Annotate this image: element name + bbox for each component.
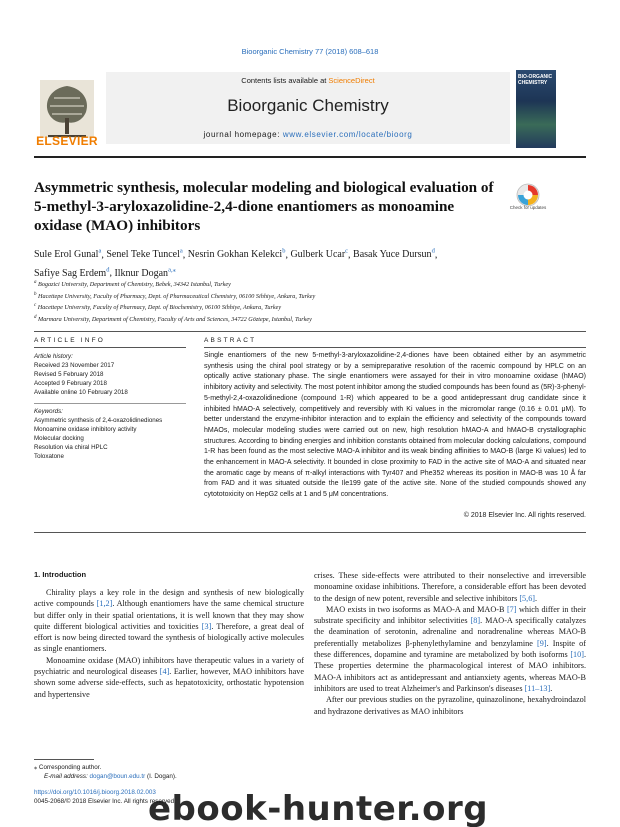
cover-title: BIO-ORGANIC CHEMISTRY bbox=[518, 74, 553, 86]
citation-link[interactable]: [9] bbox=[537, 638, 547, 648]
abstract-bottom-divider bbox=[34, 532, 586, 533]
keyword-item: Asymmetric synthesis of 2,4-oxazolidinediones bbox=[34, 416, 163, 424]
author-5[interactable]: Basak Yuce Dursun$^d$ bbox=[353, 248, 435, 261]
author-2[interactable]: Senel Teke Tuncel$^a$ bbox=[106, 248, 183, 261]
journal-masthead bbox=[106, 72, 510, 144]
author-3[interactable]: Nesrin Gokhan Kelekci$^b$ bbox=[187, 248, 286, 261]
email-link[interactable]: dogan@boun.edu.tr bbox=[89, 773, 146, 780]
footnote-divider bbox=[34, 759, 94, 760]
intro-paragraph-3: crises. These side-effects were attributed to their nonselective and irreversible monoamine oxidase inhibitions. Therefore, a considerable effort has been devoted to the design of new potent, reversible and selective inhibitors [5,6]. bbox=[314, 571, 586, 603]
elsevier-wordmark: ELSEVIER bbox=[36, 134, 98, 148]
affiliation-c: $^c$ Hacettepe University, Faculty of Pharmacy, Dept. of Biochemistry, 06100 Sihhiye, Ankara, Turkey bbox=[34, 303, 282, 312]
citation-link[interactable]: [3] bbox=[201, 621, 212, 631]
doi-link[interactable]: https://doi.org/10.1016/j.bioorg.2018.02.003 bbox=[34, 789, 156, 796]
corresponding-note: ⁎ Corresponding author. bbox=[34, 764, 102, 771]
homepage-prefix: journal homepage: bbox=[203, 130, 283, 139]
journal-homepage bbox=[106, 130, 510, 139]
citation-link[interactable]: [4] bbox=[159, 667, 170, 677]
affiliation-b: $^b$ Hacettepe University, Faculty of Pharmacy, Dept. of Pharmaceutical Chemistry, 06100 Sihhiye, Ankara, Turkey bbox=[34, 291, 316, 300]
keyword-item: Resolution via chiral HPLC bbox=[34, 443, 108, 451]
author-4[interactable]: Gulberk Ucar$^c$ bbox=[290, 248, 349, 261]
contents-prefix: Contents lists available at bbox=[241, 76, 329, 85]
intro-paragraph-2: Monoamine oxidase (MAO) inhibitors have therapeutic values in a variety of psychiatric and neurological diseases [4]. Earlier, however, MAO inhibitors have shown some adverse side-effects, such as hepatotoxicity, orthostatic hypotension and hypertensive bbox=[34, 655, 304, 699]
citation-link[interactable]: [7] bbox=[506, 604, 517, 614]
abstract-divider bbox=[204, 347, 586, 348]
header-divider bbox=[34, 156, 586, 158]
email-line: E-mail address: dogan@boun.edu.tr (I. Dogan). bbox=[44, 773, 177, 780]
history-revised: Revised 5 February 2018 bbox=[34, 370, 104, 378]
author-1[interactable]: Sule Erol Gunal$^a$ bbox=[34, 248, 102, 261]
section-divider bbox=[34, 331, 586, 332]
abstract-text: Single enantiomers of the new 5-methyl-3-aryloxazolidine-2,4-diones have been obtained either by an asymmetric synthesis using the chiral pool strategy or by a semipreparative resolution of the racemic compound by HPLC on an optically active stationary phase. The single enantiomers were assayed for their in vitro monoamine oxidase (hMAO) inhibitory activity and selectivity. The most potent inhibitor among the studied compounds has been found as (5R)-3-phenyl-5-methyl-2,4-oxazolidinedione (compound 1-R) which appeared to be a good antidepressant drug candidate since it inhibited hMAO-A selectively, competitively and reversibly with Ki values in the micromolar range (0.16 ± 0.01 μM). To better understand the enzyme-inhibitor interaction and to explain the efficiency and selectivity of the compounds toward hMAOs, molecular modeling studies were carried out on new, high resolution hMAO-A and hMAO-B crystallographic structures. According to binding energies and inhibition constants obtained from molecular docking calculations, compound 1-R has been found as the most selective MAO-A inhibitor and its weak binding affinities to MAO-B (large Ki values) led to the enhancement in MAO-A selectivity. It bounded in close proximity to FAD in the active site of MAO-A and situated near the aromatic cage by means of π-alkyl interactions with Tyr407 and Phe352 whereas its position in MAO-B was 10 Å far from FAD and it was situated outside the Ile199 gate of the active site. None of the studied compounds showed any cytototoxicity on HepG2 cells at 1 and 5 μM concentrations. bbox=[204, 352, 586, 499]
citation-link[interactable]: [8] bbox=[470, 616, 481, 626]
article-history bbox=[34, 353, 186, 398]
article-info-divider bbox=[34, 347, 186, 348]
history-accepted: Accepted 9 February 2018 bbox=[34, 379, 107, 387]
keywords bbox=[34, 408, 186, 461]
affiliation-a: $^a$ Bogazici University, Department of Chemistry, Bebek, 34342 Istanbul, Turkey bbox=[34, 280, 231, 289]
abstract-copyright: © 2018 Elsevier Inc. All rights reserved. bbox=[463, 512, 586, 519]
intro-paragraph-4: MAO exists in two isoforms as MAO-A and MAO-B [7] which differ in their substrate specificity and inhibitor selectivities [8]. MAO-A specifically catalyzes the deamination of serotonin, adrenaline and noradrenaline whereas MAO-B preferentially metabolizes β-phenylethylamine and benzylamine [9]. Inspite of these differences, dopamine and tyramine are metabolized by both isoforms [10]. These properties determine the pharmacological interest of MAO inhibitors. MAO-A inhibitors act as antidepressant and antianxiety agents, whereas MAO-B inhibitors are used to treat Alzheimer's and Parkinson's diseases [11–13]. bbox=[314, 604, 586, 693]
intro-paragraph-5: After our previous studies on the pyrazoline, quinazolinone, hexahydroindazol and hydrazone derivatives as MAO inhibitors bbox=[314, 695, 586, 716]
history-received: Received 23 November 2017 bbox=[34, 361, 115, 369]
abstract-label: ABSTRACT bbox=[204, 337, 257, 344]
history-heading: Article history: bbox=[34, 353, 73, 360]
citation-link[interactable]: [1,2] bbox=[96, 599, 113, 609]
intro-paragraph-1: Chirality plays a key role in the design and synthesis of new biologically active compounds [1,2]. Although enantiomers have the same chemical structure but differ only in their spatial orientations, it is well known that they may show quite different biological activities and toxicities [3]. Therefore, a great deal of effort is now being directed toward the synthesis of biologically active molecules as single enantiomers. bbox=[34, 588, 305, 654]
sciencedirect-link[interactable]: ScienceDirect bbox=[328, 76, 375, 85]
journal-citation[interactable]: Bioorganic Chemistry 77 (2018) 608–618 bbox=[241, 47, 379, 56]
citation-link[interactable]: [10] bbox=[570, 650, 584, 660]
contents-line bbox=[106, 76, 510, 85]
keywords-heading: Keywords: bbox=[34, 408, 63, 415]
citation-link[interactable]: [11–13] bbox=[524, 683, 551, 693]
citation-link[interactable]: [5,6] bbox=[519, 593, 536, 603]
affiliation-list bbox=[34, 278, 586, 325]
article-info-label: ARTICLE INFO bbox=[34, 337, 106, 344]
rights-statement: 0045-2068/© 2018 Elsevier Inc. All rights reserved. bbox=[34, 798, 176, 805]
keyword-item: Toloxatone bbox=[34, 452, 64, 460]
author-6[interactable]: Safiye Sag Erdem$^d$ bbox=[34, 266, 110, 279]
homepage-link[interactable]: www.elsevier.com/locate/bioorg bbox=[282, 130, 413, 139]
keyword-item: Monoamine oxidase inhibitory activity bbox=[34, 425, 137, 433]
history-online: Available online 10 February 2018 bbox=[34, 388, 128, 396]
article-title: Asymmetric synthesis, molecular modeling and biological evaluation of 5-methyl-3-aryloxazolidine-2,4-dione enantiomers as monoamine oxidase (MAO) inhibitors bbox=[34, 179, 494, 234]
intro-right-column bbox=[314, 570, 586, 717]
author-list: Sule Erol Gunal$^a$, Senel Teke Tuncel$^a$, Nesrin Gokhan Kelekci$^b$, Gulberk Ucar$^c$, Basak Yuce Dursun$^d$, Safiye Sag Erdem$^d$, Ilknur Dogan$^{a,⁎}$ bbox=[34, 248, 438, 279]
corresponding-author-footnote bbox=[34, 763, 304, 781]
section-heading-introduction: 1. Introduction bbox=[34, 570, 87, 579]
author-7[interactable]: Ilknur Dogan$^{a,⁎}$ bbox=[114, 266, 176, 279]
keywords-divider bbox=[34, 403, 186, 404]
affiliation-d: $^d$ Marmara University, Department of Chemistry, Faculty of Arts and Sciences, 34722 Göztepe, Istanbul, Turkey bbox=[34, 314, 312, 324]
journal-title: Bioorganic Chemistry bbox=[227, 96, 389, 115]
keyword-item: Molecular docking bbox=[34, 434, 84, 442]
crossmark-label: Check for updates bbox=[509, 205, 547, 210]
watermark-text: ebook-hunter.org bbox=[148, 789, 489, 827]
journal-cover-image bbox=[516, 70, 556, 148]
journal-header bbox=[34, 70, 586, 152]
intro-left-column bbox=[34, 587, 304, 700]
